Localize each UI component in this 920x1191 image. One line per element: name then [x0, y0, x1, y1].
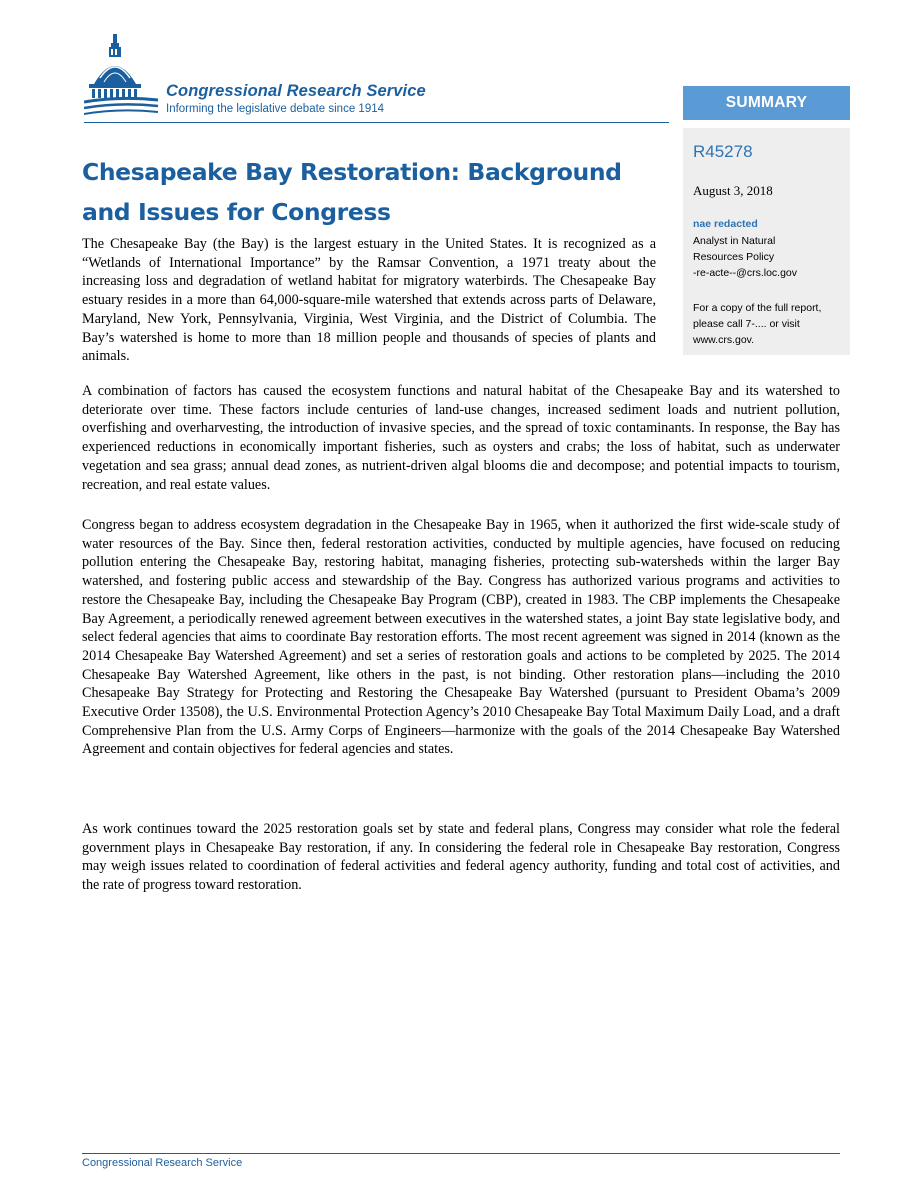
body-paragraph: As work continues toward the 2025 restoration goals set by state and federal plans, Congress may consider what role the federal government plays in Chesapeake Bay restoration, if any. In considering the federal role in Chesapeake Bay restoration, Congress may weigh issues related to coordination of federal activities and federal agency authority, funding and total cost of activities, and the rate of progress toward restoration. — [82, 821, 840, 894]
org-name: Congressional Research Service — [166, 82, 426, 100]
body-paragraph: A combination of factors has caused the ecosystem functions and natural habitat of the Chesapeake Bay and its watershed to deteriorate over time. These factors include centuries of land-use changes, increased sediment loads and nutrient pollution, overfishing and overharvesting, the introduction of invasive species, and the spread of toxic contaminants. In response, the Bay has experienced reductions in economically important fisheries, such as oysters and crabs; the loss of habitat, such as underwater vegetation and sea grass; annual dead zones, as nutrient-driven algal blooms die and decompose; and potential impacts to tourism, recreation, and real estate values. — [82, 383, 840, 493]
footer-text: Congressional Research Service — [82, 1157, 243, 1169]
copy-info-line: please call 7-.... or visit — [693, 318, 800, 330]
header-divider — [84, 122, 669, 123]
author-name: nae redacted — [693, 218, 758, 230]
copy-info-line: For a copy of the full report, — [693, 302, 822, 314]
author-email: -re-acte--@crs.loc.gov — [693, 267, 798, 279]
report-number: R45278 — [693, 142, 753, 161]
page-title: Chesapeake Bay Restoration: Background and Issues for Congress — [82, 158, 622, 226]
crs-logo — [84, 34, 484, 124]
summary-heading: SUMMARY — [683, 86, 850, 120]
author-title-line: Resources Policy — [693, 251, 775, 263]
report-date: August 3, 2018 — [693, 183, 773, 198]
body-paragraph: Congress began to address ecosystem degradation in the Chesapeake Bay in 1965, when it authorized the first wide-scale study of water resources of the Bay. Since then, federal restoration activities, conducted by multiple agencies, have focused on reducing pollution entering the Chesapeake Bay, restoring habitat, managing fisheries, protecting sub-watersheds within the larger Bay watershed, and fostering public access and stewardship of the Bay. Congress has authorized various programs and activities to restore the Chesapeake Bay, including the Chesapeake Bay Program (CBP), created in 1983. The CBP implements the Chesapeake Bay Agreement, a periodically renewed agreement between executives in the watershed states, a joint Bay state legislative body, and select federal agencies that aims to coordinate Bay restoration efforts. The most recent agreement was signed in 2014 (known as the 2014 Chesapeake Bay Watershed Agreement) and set a series of restoration goals and actions to be completed by 2025. The 2014 Chesapeake Bay Watershed Agreement, like others in the past, is not binding. Other restoration plans—including the 2010 Chesapeake Bay Strategy for Protecting and Restoring the Chesapeake Bay Watershed (pursuant to President Obama’s 2009 Executive Order 13508), the U.S. Environmental Protection Agency’s 2010 Chesapeake Bay Total Maximum Daily Load, and a draft Comprehensive Plan from the U.S. Army Corps of Engineers—harmonize with the goals of the 2014 Chesapeake Bay Watershed Agreement and contain objectives for federal agencies and states. — [82, 517, 840, 758]
copy-info-link[interactable]: www.crs.gov. — [693, 334, 755, 346]
footer-divider — [82, 1153, 840, 1154]
org-tagline: Informing the legislative debate since 1914 — [166, 103, 385, 115]
body-paragraph: The Chesapeake Bay (the Bay) is the largest estuary in the United States. It is recognized as a “Wetlands of International Importance” by the Ramsar Convention, a 1971 treaty about the increasing loss and degradation of wetland habitat for migratory waterbirds. The Chesapeake Bay estuary resides in a more than 64,000-square-mile watershed that extends across parts of Delaware, Maryland, New York, Pennsylvania, Virginia, West Virginia, and the District of Columbia. The Bay’s watershed is home to more than 18 million people and thousands of species of plants and animals. — [82, 236, 656, 365]
author-title-line: Analyst in Natural — [693, 235, 776, 247]
capitol-dome-icon — [84, 34, 164, 124]
